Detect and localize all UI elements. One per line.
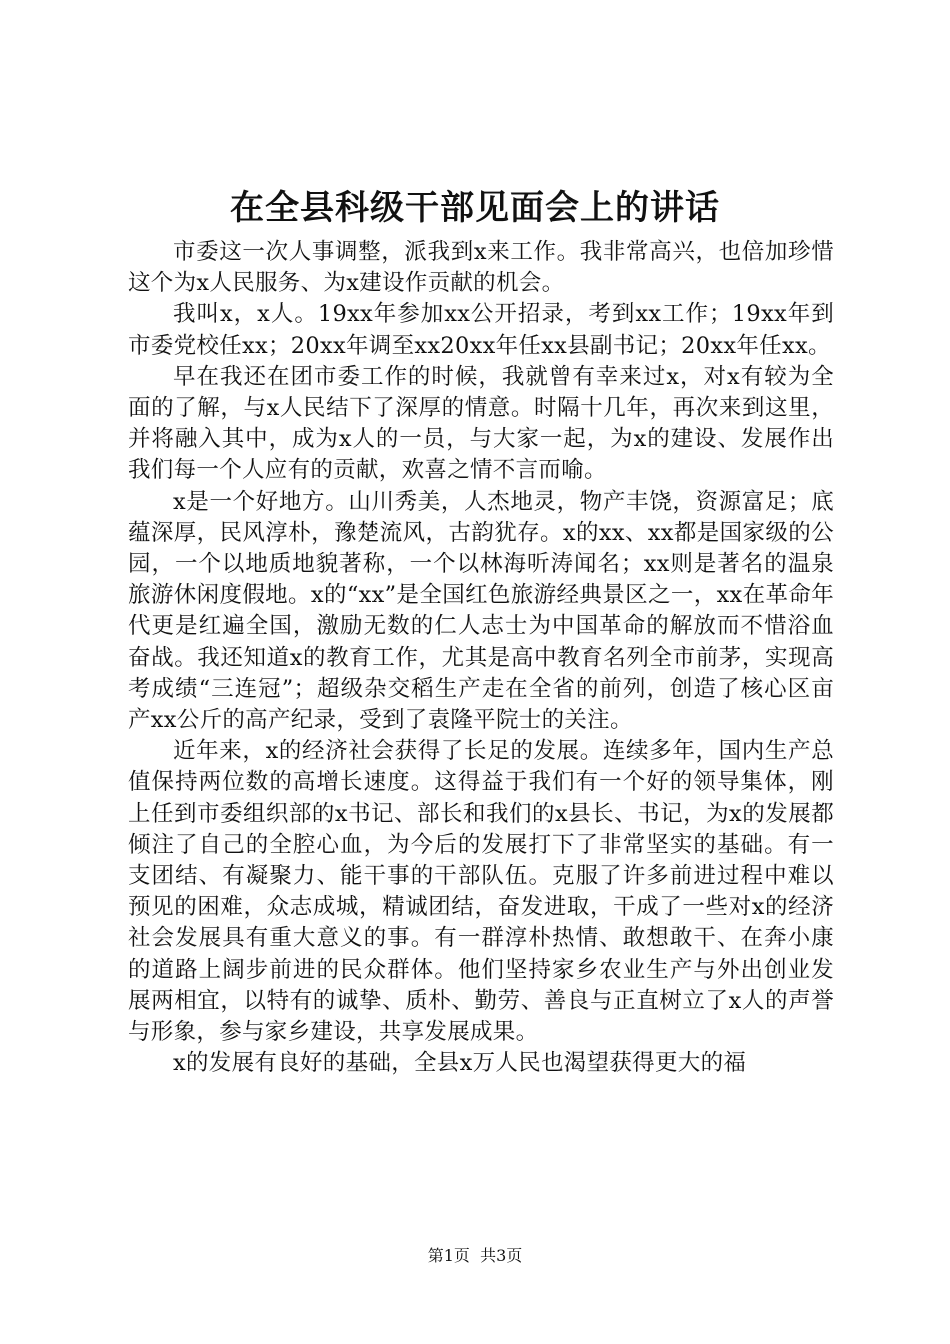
- paragraph-5: 近年来，x的经济社会获得了长足的发展。连续多年，国内生产总值保持两位数的高增长速度。这得益于我们有一个好的领导集体，刚上任到市委组织部的x书记、部长和我们的x县长、书记，为x的发展都倾注了自己的全腔心血，为今后的发展打下了非常坚实的基础。有一支团结、有凝聚力、能干事的干部队伍。克服了许多前进过程中难以预见的困难，众志成城，精诚团结，奋发进取，干成了一些对x的经济社会发展具有重大意义的事。有一群淳朴热情、敢想敢干、在奔小康的道路上阔步前进的民众群体。他们坚持家乡农业生产与外出创业发展两相宜，以特有的诚挚、质朴、勤劳、善良与正直树立了x人的声誉与形象，参与家乡建设，共享发展成果。: [128, 738, 834, 1046]
- paragraph-4: x是一个好地方。山川秀美，人杰地灵，物产丰饶，资源富足；底蕴深厚，民风淳朴，豫楚流风，古韵犹存。x的xx、xx都是国家级的公园，一个以地质地貌著称，一个以林海听涛闻名；xx则是著名的温泉旅游休闲度假地。x的“xx”是全国红色旅游经典景区之一，xx在革命年代更是红遍全国，激励无数的仁人志士为中国革命的解放而不惜浴血奋战。我还知道x的教育工作，尤其是高中教育名列全市前茅，实现高考成绩“三连冠”；超级杂交稻生产走在全省的前列，创造了核心区亩产xx公斤的高产纪录，受到了袁隆平院士的关注。: [128, 488, 834, 734]
- document-title: 在全县科级干部见面会上的讲话: [230, 188, 720, 228]
- paragraph-1: 市委这一次人事调整，派我到x来工作。我非常高兴，也倍加珍惜这个为x人民服务、为x建设作贡献的机会。: [128, 239, 834, 297]
- paragraph-3: 早在我还在团市委工作的时候，我就曾有幸来过x，对x有较为全面的了解，与x人民结下了深厚的情意。时隔十几年，再次来到这里，并将融入其中，成为x人的一员，与大家一起，为x的建设、发展作出我们每一个人应有的贡献，欢喜之情不言而喻。: [128, 363, 834, 484]
- page-footer: [0, 1245, 950, 1267]
- paragraph-2: 我叫x，x人。19xx年参加xx公开招录，考到xx工作；19xx年到市委党校任xx；20xx年调至xx20xx年任xx县副书记；20xx年任xx。: [128, 301, 834, 359]
- paragraph-6: x的发展有良好的基础，全县x万人民也渴望获得更大的福: [173, 1050, 747, 1077]
- document-body: [128, 237, 834, 1079]
- page-total: 共3页: [480, 1246, 523, 1265]
- page-number: 第1页: [427, 1246, 470, 1265]
